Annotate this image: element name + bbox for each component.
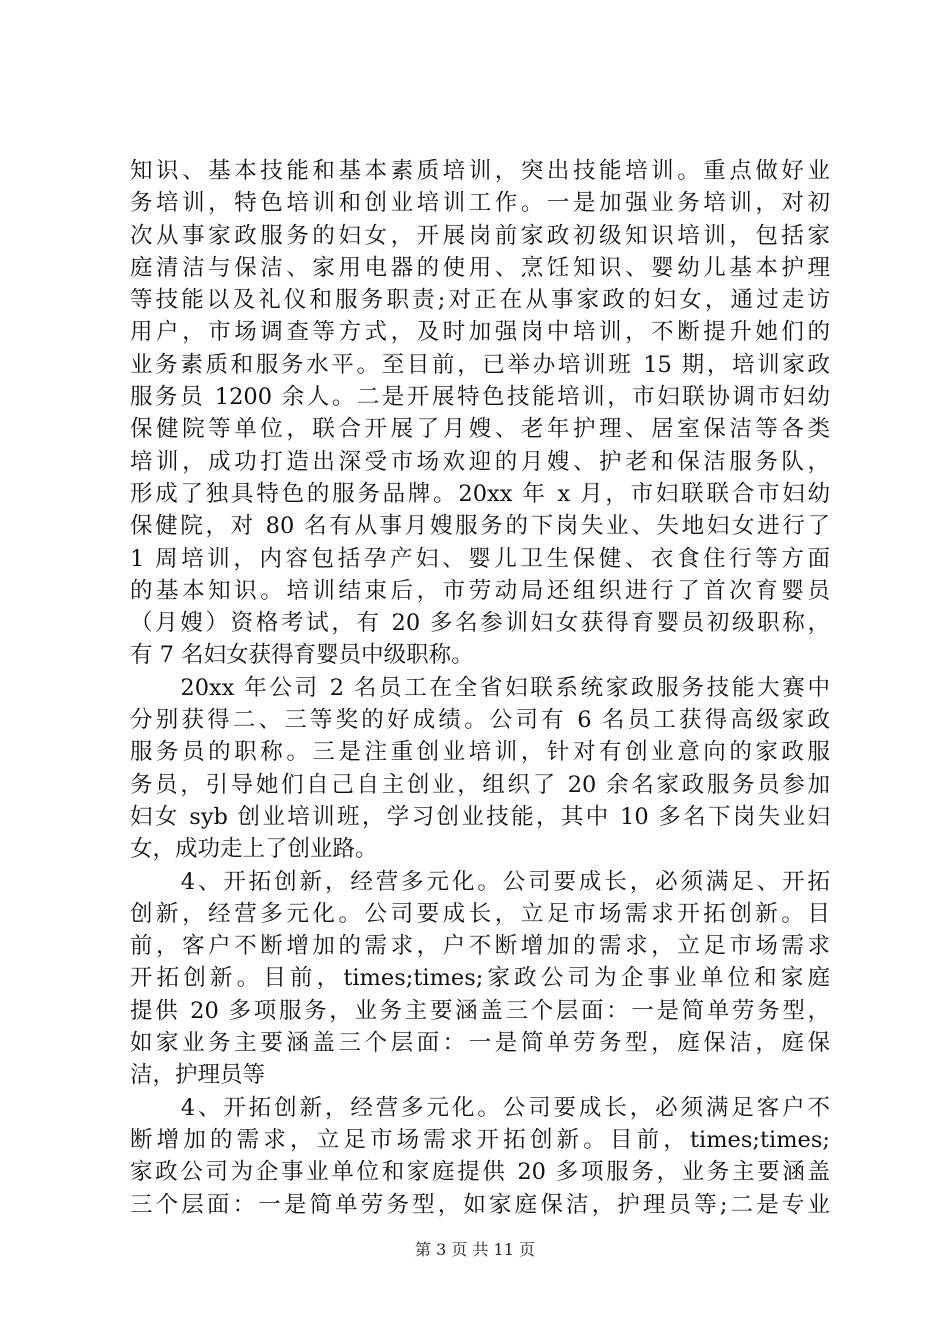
- text-line: 女，成功走上了创业路。: [130, 836, 378, 863]
- text-line: 务培训，特色培训和创业培训工作。一是加强业务培训，对初: [130, 190, 830, 217]
- text-line: 创新，经营多元化。公司要成长，立足市场需求开拓创新。目: [130, 900, 830, 927]
- text-line: 保健院，对 80 名有从事月嫂服务的下岗失业、失地妇女进行了: [130, 513, 830, 540]
- document-body: [130, 155, 830, 1221]
- text-line: 庭清洁与保洁、家用电器的使用、烹饪知识、婴幼儿基本护理: [130, 254, 830, 281]
- text-line: 家政公司为企事业单位和家庭提供 20 多项服务，业务主要涵盖: [130, 1159, 830, 1186]
- text-line: 三个层面：一是简单劳务型，如家庭保洁，护理员等;二是专业: [130, 1191, 830, 1218]
- text-line: 开拓创新。目前，times;times;家政公司为企事业单位和家庭: [130, 965, 830, 992]
- text-line: 妇女 syb 创业培训班，学习创业技能，其中 10 多名下岗失业妇: [130, 803, 830, 830]
- text-line: 形成了独具特色的服务品牌。20xx 年 x 月，市妇联联合市妇幼: [130, 480, 830, 507]
- text-line: 有 7 名妇女获得育婴员中级职称。: [130, 642, 474, 669]
- text-line: 断增加的需求，立足市场需求开拓创新。目前，times;times;: [130, 1126, 830, 1153]
- text-line: 1 周培训，内容包括孕产妇、婴儿卫生保健、衣食住行等方面: [130, 545, 830, 572]
- text-line: 务员，引导她们自己自主创业，组织了 20 余名家政服务员参加: [130, 771, 830, 798]
- page-number-footer: 第 3 页 共 11 页: [415, 1240, 535, 1259]
- text-line: 4、开拓创新，经营多元化。公司要成长，必须满足客户不: [130, 1094, 830, 1121]
- text-line: 洁，护理员等: [130, 1062, 266, 1089]
- text-line: 4、开拓创新，经营多元化。公司要成长，必须满足、开拓: [130, 868, 830, 895]
- text-line: 用户，市场调查等方式，及时加强岗中培训，不断提升她们的: [130, 319, 830, 346]
- text-line: 次从事家政服务的妇女，开展岗前家政初级知识培训，包括家: [130, 222, 830, 249]
- text-line: 前，客户不断增加的需求，户不断增加的需求，立足市场需求: [130, 933, 830, 960]
- text-line: 知识、基本技能和基本素质培训，突出技能培训。重点做好业: [130, 158, 830, 184]
- text-line: 保健院等单位，联合开展了月嫂、老年护理、居室保洁等各类: [130, 416, 830, 443]
- text-line: 业务素质和服务水平。至目前，已举办培训班 15 期，培训家政: [130, 351, 830, 378]
- text-line: 分别获得二、三等奖的好成绩。公司有 6 名员工获得高级家政: [130, 707, 830, 734]
- text-line: 20xx 年公司 2 名员工在全省妇联系统家政服务技能大赛中: [130, 674, 830, 701]
- text-line: 的基本知识。培训结束后，市劳动局还组织进行了首次育婴员: [130, 577, 830, 604]
- text-line: 如家业务主要涵盖三个层面：一是简单劳务型，庭保洁，庭保: [130, 1030, 830, 1057]
- text-line: （月嫂）资格考试，有 20 多名参训妇女获得育婴员初级职称，: [130, 610, 830, 637]
- text-line: 服务员 1200 余人。二是开展特色技能培训，市妇联协调市妇幼: [130, 384, 830, 411]
- text-line: 等技能以及礼仪和服务职责;对正在从事家政的妇女，通过走访: [130, 287, 830, 314]
- text-line: 提供 20 多项服务，业务主要涵盖三个层面：一是简单劳务型，: [130, 997, 830, 1024]
- text-line: 服务员的职称。三是注重创业培训，针对有创业意向的家政服: [130, 739, 830, 766]
- text-line: 培训，成功打造出深受市场欢迎的月嫂、护老和保洁服务队，: [130, 448, 830, 475]
